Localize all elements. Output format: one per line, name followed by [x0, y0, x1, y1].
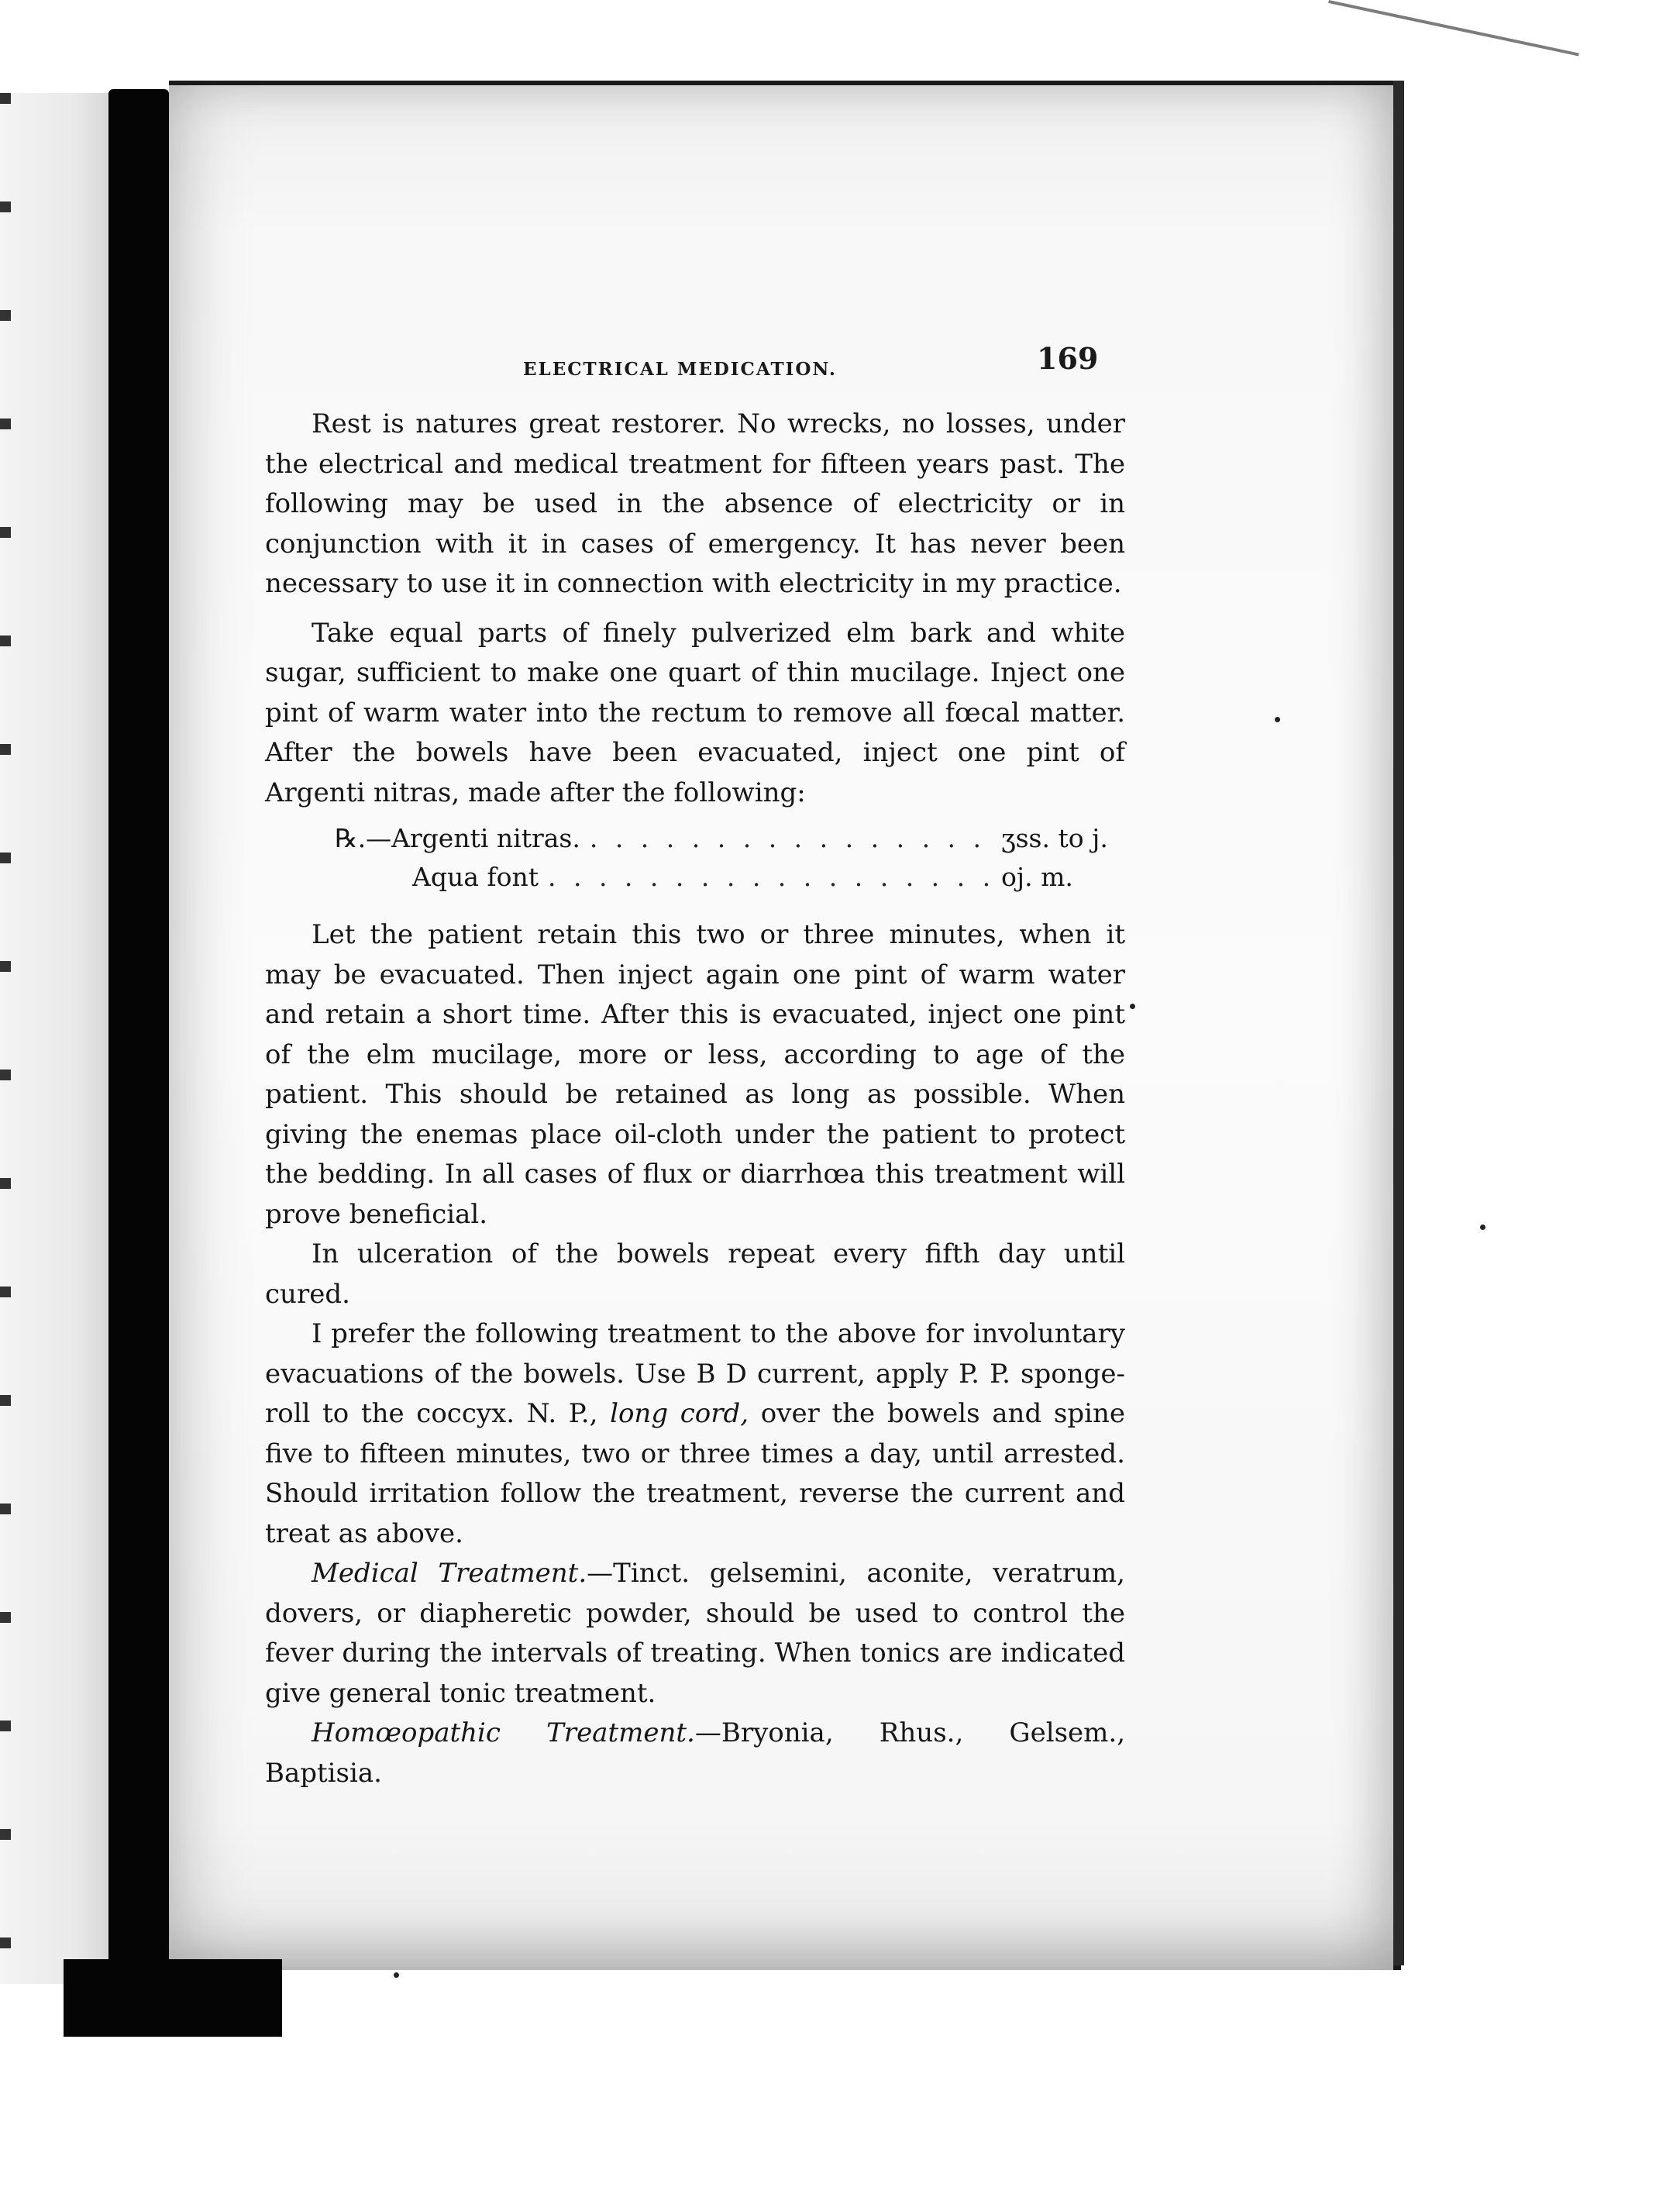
page-right-edge	[1393, 81, 1404, 1965]
section-label: Homœopathic Treatment.	[312, 1717, 695, 1748]
scan-bottom-mask	[64, 1959, 282, 2037]
prescription-row	[265, 858, 1125, 897]
text-run-italic: long cord,	[610, 1398, 749, 1429]
paragraph-homoeopathic-treatment	[265, 1714, 1125, 1793]
facing-page-edge	[0, 93, 124, 1984]
facing-page-text-fragments	[0, 93, 11, 1984]
leader-dots	[548, 858, 992, 897]
prescription-ingredient: ℞.—Argenti nitras.	[335, 823, 580, 853]
page-number: 169	[1037, 341, 1099, 376]
prescription-row	[265, 819, 1125, 858]
paragraph-involuntary	[265, 1314, 1125, 1554]
scan-speck	[394, 1972, 399, 1978]
prescription-dose: oj. m.	[1001, 862, 1073, 892]
paragraph-ulceration: In ulceration of the bowels repeat every fifth day until cured.	[265, 1238, 1125, 1310]
book-spine-shadow	[108, 89, 169, 2027]
text-run: I prefer the following treatment to the above for involuntary evacuations of the bowels. Use B D current, apply P. P. sponge-roll to the coccyx. N. P.,	[265, 1318, 1125, 1429]
prescription-ingredient: Aqua font	[412, 862, 539, 892]
paragraph-medical-treatment	[265, 1554, 1125, 1714]
text-run: over the bowels and spine five to fifteen minutes, two or three times a day, until arrested. Should irritation follow the treatment, reverse the current and treat as above.	[265, 1398, 1125, 1549]
scan-speck	[1275, 717, 1280, 722]
text-run: —Bryonia, Rhus., Gelsem., Baptisia.	[265, 1717, 1126, 1789]
paragraph-rest: Rest is natures great restorer. No wrecks, no losses, under the electrical and medical treatment for fifteen years past. The following may be used in the absence of electricity or in conjunction with it in cases of emergency. It has never been necessary to use it in connection with electricity in my practice.	[265, 408, 1125, 599]
prescription-dose: ʒss. to j.	[1001, 823, 1108, 853]
scan-speck	[1130, 1004, 1135, 1009]
section-label: Medical Treatment.	[312, 1558, 587, 1589]
text-run: —Tinct. gelsemini, aconite, veratrum, dovers, or diapheretic powder, should be used to control the fever during the intervals of treating. When tonics are indicated give general tonic treatment.	[265, 1558, 1125, 1709]
scan-speck	[1480, 1224, 1485, 1230]
prescription	[265, 819, 1125, 897]
page-body	[265, 405, 1125, 1793]
leader-dots	[590, 819, 992, 858]
paragraph-retain: Let the patient retain this two or three minutes, when it may be evacuated. Then inject again one pint of warm water and retain a short time. After this is evacuated, inject one pint of the elm mucilage, more or less, according to age of the patient. This should be retained as long as possible. When giving the enemas place oil-cloth under the patient to protect the bedding. In all cases of flux or diarrhœa this treatment will prove beneficial.	[265, 919, 1125, 1230]
paragraph-elm-bark: Take equal parts of finely pulverized elm bark and white sugar, sufficient to make one quart of thin mucilage. Inject one pint of warm water into the rectum to remove all fœcal matter. After the bowels have been evacuated, inject one pint of Argenti nitras, made after the following:	[265, 617, 1125, 808]
running-head: ELECTRICAL MEDICATION.	[523, 359, 837, 380]
